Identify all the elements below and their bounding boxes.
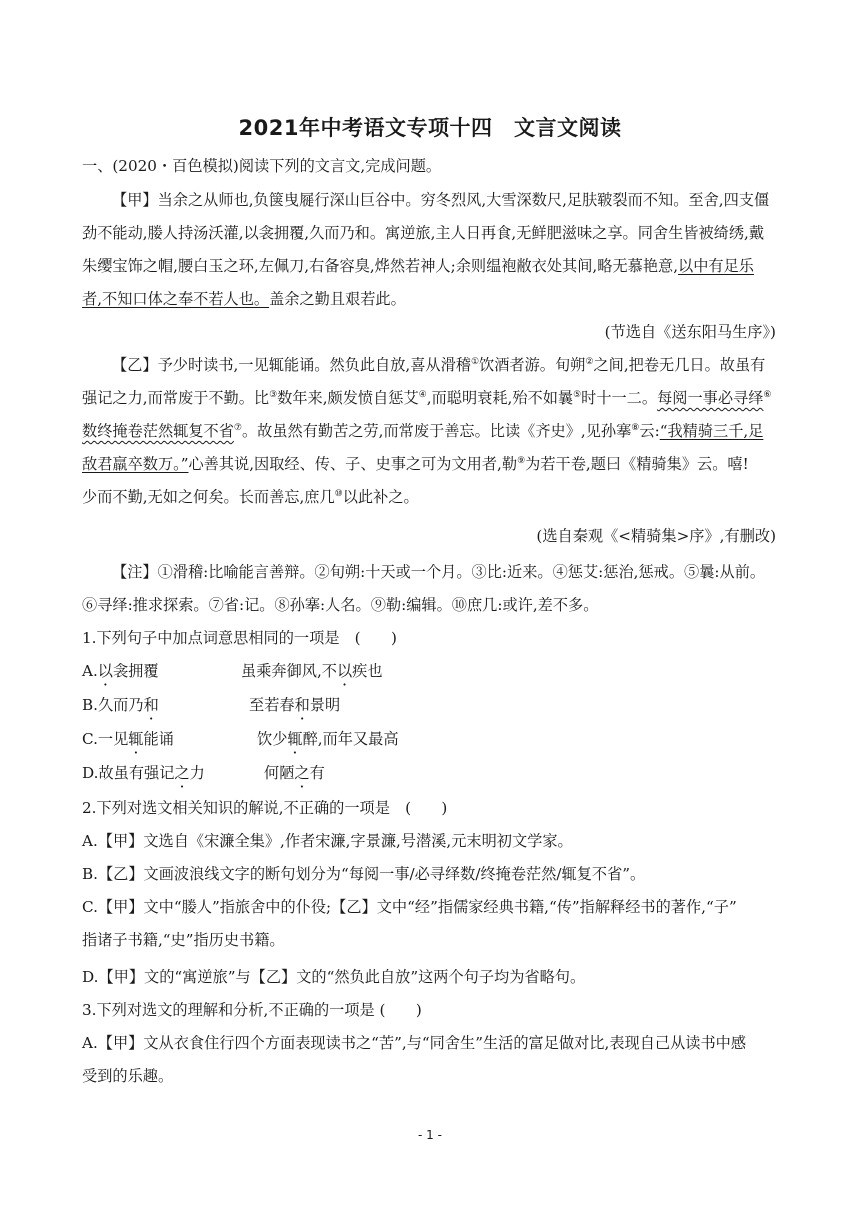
wavy-underlined-text: 数终掩卷茫然辄复不省 [82, 422, 234, 440]
text-segment: 至若春 [249, 696, 295, 714]
underlined-sentence: “我精骑三千,足 [659, 422, 764, 440]
question-2-stem: 2.下列对选文相关知识的解说,不正确的一项是 ( ) [82, 799, 448, 817]
passage-jia-line-3 [82, 256, 782, 276]
passage-jia-line-4 [82, 289, 782, 309]
text-segment: D.故虽有强记 [82, 764, 175, 782]
q2-option-b: B.【乙】文画波浪线文字的断句划分为“每阅一事/必寻绎数/终掩卷茫然/辄复不省”。 [82, 865, 646, 883]
text-segment: 之间,把卷无几日。故虽有 [593, 356, 766, 374]
page-title: 2021年中考语文专项十四 文言文阅读 [238, 116, 622, 140]
text-segment: 衾拥覆 [112, 662, 159, 680]
text-segment: 疾也 [352, 662, 383, 680]
passage-jia-source: (节选自《送东阳马生序》) [604, 323, 776, 341]
q1-option-c-right [257, 729, 399, 749]
question-3-stem: 3.下列对选文的理解和分析,不正确的一项是 ( ) [82, 1001, 422, 1019]
footnote-marker: ③ [269, 390, 278, 400]
passage-yi-line-4 [82, 454, 782, 474]
passage-yi-line-2 [82, 388, 782, 408]
text-segment: ,而聪明衰耗,殆不如曩 [426, 389, 574, 407]
passage-jia-line-2: 劲不能动,媵人持汤沃灌,以衾拥覆,久而乃和。寓逆旅,主人日再食,无鲜肥滋味之享。同舍生皆被绮绣,戴 [82, 224, 765, 242]
emphasis-dot-word: 和 [294, 696, 310, 714]
text-segment: 为若干卷,题曰《精骑集》云。嘻! [525, 455, 749, 473]
notes-line-1: 【注】①滑稽:比喻能言善辩。②旬朔:十天或一个月。③比:近来。④惩艾:惩治,惩戒。⑤曩:从前。 [112, 563, 766, 581]
text-segment: 虽乘奔御风,不 [241, 662, 337, 680]
q1-option-c-left [82, 729, 174, 749]
page-number: - 1 - [418, 1128, 442, 1142]
q2-option-d: D.【甲】文的“寓逆旅”与【乙】文的“然负此自放”这两个句子均为省略句。 [82, 968, 586, 986]
q3-option-a-line-1: A.【甲】文从衣食住行四个方面表现读书之“苦”,与“同舍生”生活的富足做对比,表现自己从读书中感 [82, 1034, 747, 1052]
footnote-marker: ⑧ [631, 423, 640, 433]
q1-option-b-left [82, 695, 159, 715]
footnote-marker: ⑦ [233, 423, 242, 433]
notes-line-2: ⑥寻绎:推求探索。⑦省:记。⑧孙搴:人名。⑨勒:编辑。⑩庶几:或许,差不多。 [82, 596, 599, 614]
emphasis-dot-word: 之 [294, 764, 310, 782]
underlined-sentence: 以中有足乐 [678, 257, 754, 275]
emphasis-dot-word: 以 [336, 662, 353, 680]
text-segment: 景明 [309, 696, 341, 714]
footnote-marker: ④ [418, 390, 427, 400]
text-segment: A. [82, 662, 98, 680]
text-segment: 时十一二。 [581, 389, 658, 407]
text-segment: 朱缨宝饰之帽,腰白玉之环,左佩刀,右备容臭,烨然若神人;余则缊袍敝衣处其间,略无慕艳意, [82, 257, 679, 275]
text-segment: 饮少 [257, 730, 288, 748]
emphasis-dot-word: 以 [97, 662, 113, 680]
text-segment: B.久而乃 [82, 696, 144, 714]
underlined-sentence: 敌君羸卒数万。” [82, 455, 189, 473]
q1-option-a-right [241, 661, 383, 681]
text-segment: 云: [639, 422, 660, 440]
emphasis-dot-word: 之 [174, 764, 190, 782]
footnote-marker: ⑤ [573, 390, 582, 400]
text-segment: 。故虽然有勤苦之劳,而常废于善忘。比读《齐史》,见孙搴 [241, 422, 632, 440]
q1-option-b-right [249, 695, 340, 715]
footnote-marker: ① [470, 357, 480, 367]
q1-option-d-right [264, 763, 325, 783]
q2-option-c-line-1: C.【甲】文中“媵人”指旅舍中的仆役;【乙】文中“经”指儒家经典书籍,“传”指解释经书的著作,“子” [82, 898, 737, 916]
text-segment: 何陋 [264, 764, 295, 782]
emphasis-dot-word: 辄 [128, 730, 144, 748]
footnote-marker: ⑥ [763, 390, 772, 400]
passage-jia-line-1: 【甲】当余之从师也,负箧曳屣行深山巨谷中。穷冬烈风,大雪深数尺,足肤皲裂而不知。至舍,四支僵 [112, 191, 770, 209]
passage-yi-line-5 [82, 487, 782, 507]
text-segment: 有 [309, 764, 325, 782]
text-segment: 饮酒者游。旬朔 [479, 356, 586, 374]
emphasis-dot-word: 和 [143, 696, 159, 714]
text-segment: 强记之力,而常废于不勤。比 [82, 389, 270, 407]
q2-option-c-line-2: 指诸子书籍,“史”指历史书籍。 [82, 931, 285, 949]
text-segment: 以此补之。 [342, 488, 419, 506]
underlined-sentence: 者,不知口体之奉不若人也。 [82, 290, 270, 308]
footnote-marker: ⑨ [517, 456, 526, 466]
q2-option-a: A.【甲】文选自《宋濂全集》,作者宋濂,字景濂,号潜溪,元末明初文学家。 [82, 832, 573, 850]
text-segment: C.一见 [82, 730, 129, 748]
wavy-underlined-text: 每阅一事必寻绎 [657, 389, 764, 407]
passage-yi-line-3 [82, 421, 782, 441]
emphasis-dot-word: 辄 [287, 730, 303, 748]
section-intro: 一、(2020・百色模拟)阅读下列的文言文,完成问题。 [82, 157, 442, 175]
footnote-marker: ② [585, 357, 594, 367]
text-segment: 心善其说,因取经、传、子、史事之可为文用者,勒 [188, 455, 518, 473]
q1-option-d-left [82, 763, 205, 783]
q1-option-a-left [82, 661, 159, 681]
text-segment: 能诵 [143, 730, 174, 748]
text-segment: 盖余之勤且艰若此。 [269, 290, 406, 308]
text-segment: 数年来,颇发愤自惩艾 [277, 389, 419, 407]
passage-yi-source: (选自秦观《<精骑集>序》,有删改) [536, 527, 776, 545]
text-segment: 力 [189, 764, 205, 782]
question-1-stem: 1.下列句子中加点词意思相同的一项是 ( ) [82, 629, 397, 647]
footnote-marker: ⑩ [334, 489, 343, 499]
text-segment: 【乙】予少时读书,一见辄能诵。然负此自放,喜从滑稽 [112, 356, 471, 374]
passage-yi-line-1 [112, 355, 812, 375]
text-segment: 醉,而年又最高 [302, 730, 399, 748]
q3-option-a-line-2: 受到的乐趣。 [82, 1067, 174, 1085]
text-segment: 少而不勤,无如之何矣。长而善忘,庶几 [82, 488, 335, 506]
